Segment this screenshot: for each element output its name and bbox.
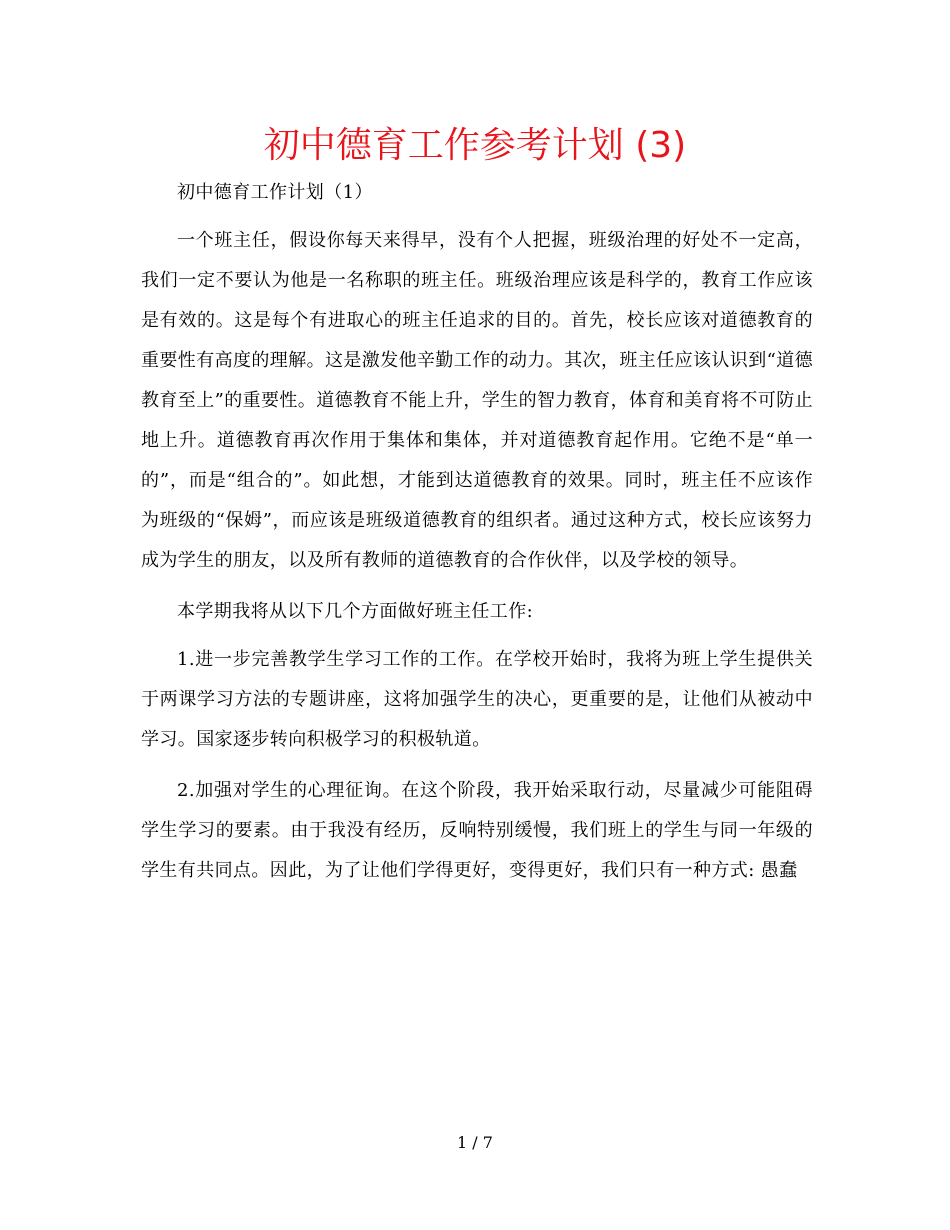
document-body <box>141 173 813 902</box>
page-number: 1 / 7 <box>457 1133 493 1152</box>
document-title: 初中德育工作参考计划 (3) <box>263 125 687 166</box>
paragraph-item-1: 1.进一步完善教学生学习工作的工作。在学校开始时，我将为班上学生提供关于两课学习方法的专题讲座，这将加强学生的决心，更重要的是，让他们从被动中学习。国家逐步转向积极学习的积极轨道。 <box>141 649 813 750</box>
paragraph-plan-lead: 本学期我将从以下几个方面做好班主任工作: <box>177 601 534 622</box>
section-heading: 初中德育工作计划（1） <box>177 182 373 203</box>
paragraph-item-2: 2.加强对学生的心理征询。在这个阶段，我开始采取行动，尽量减少可能阻碍学生学习的要素。由于我没有经历，反响特别缓慢，我们班上的学生与同一年级的学生有共同点。因此，为了让他们学得更好，变得更好，我们只有一种方式: 愚蠢 <box>141 780 813 881</box>
paragraph-intro: 一个班主任，假设你每天来得早，没有个人把握，班级治理的好处不一定高，我们一定不要认为他是一名称职的班主任。班级治理应该是科学的，教育工作应该是有效的。这是每个有进取心的班主任追求的目的。首先，校长应该对道德教育的重要性有高度的理解。这是激发他辛勤工作的动力。其次，班主任应该认识到“道德教育至上”的重要性。道德教育不能上升，学生的智力教育，体育和美育将不可防止地上升。道德教育再次作用于集体和集体，并对道德教育起作用。它绝不是“单一的”，而是“组合的”。如此想，才能到达道德教育的效果。同时，班主任不应该作为班级的“保姆”，而应该是班级道德教育的组织者。通过这种方式，校长应该努力成为学生的朋友，以及所有教师的道德教育的合作伙伴，以及学校的领导。 <box>141 230 813 571</box>
